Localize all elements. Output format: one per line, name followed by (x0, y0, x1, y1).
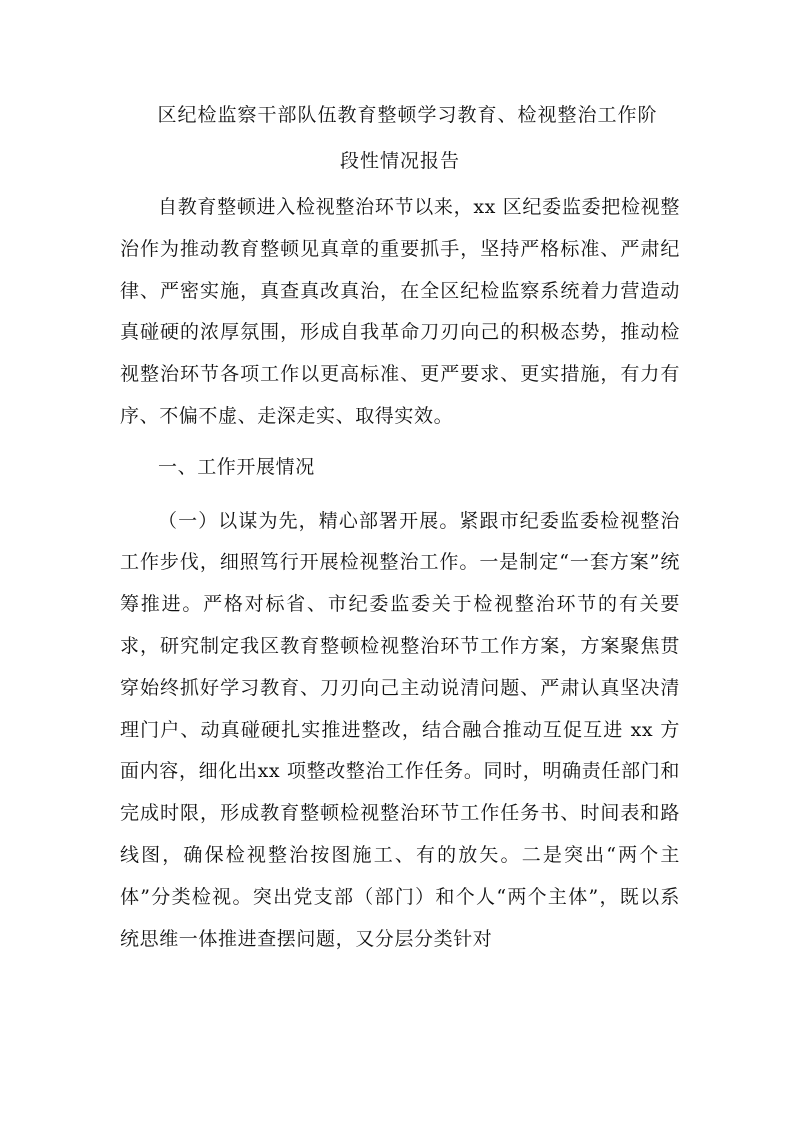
document-page (120, 92, 680, 960)
intro-paragraph: 自教育整顿进入检视整治环节以来，xx 区纪委监委把检视整治作为推动教育整顿见真章的重要抓手，坚持严格标准、严肃纪律、严密实施，真查真改真治，在全区纪检监察系统着力营造动真碰硬的浓厚氛围，形成自我革命刀刃向己的积极态势，推动检视整治环节各项工作以更高标准、更严要求、更实措施，有力有序、不偏不虚、走深走实、取得实效。 (120, 196, 680, 427)
section-heading-work-progress: 一、工作开展情况 (158, 455, 315, 478)
body-paragraph-planning: （一）以谋为先，精心部署开展。紧跟市纪委监委检视整治工作步伐，细照笃行开展检视整治工作。一是制定“一套方案”统筹推进。严格对标省、市纪委监委关于检视整治环节的有关要求，研究制定我区教育整顿检视整治环节工作方案，方案聚焦贯穿始终抓好学习教育、刀刃向己主动说清问题、严肃认真坚决清理门户、动真碰硬扎实推进整改，结合融合推动互促互进 xx 方面内容，细化出xx 项整改整治工作任务。同时，明确责任部门和完成时限，形成教育整顿检视整治环节工作任务书、时间表和路线图，确保检视整治按图施工、有的放矢。二是突出“两个主体”分类检视。突出党支部（部门）和个人“两个主体”，既以系统思维一体推进查摆问题，又分层分类针对 (120, 509, 680, 950)
document-title-line-1: 区纪检监察干部队伍教育整顿学习教育、检视整治工作阶 (157, 104, 658, 126)
document-title-line-2: 段性情况报告 (339, 150, 460, 172)
